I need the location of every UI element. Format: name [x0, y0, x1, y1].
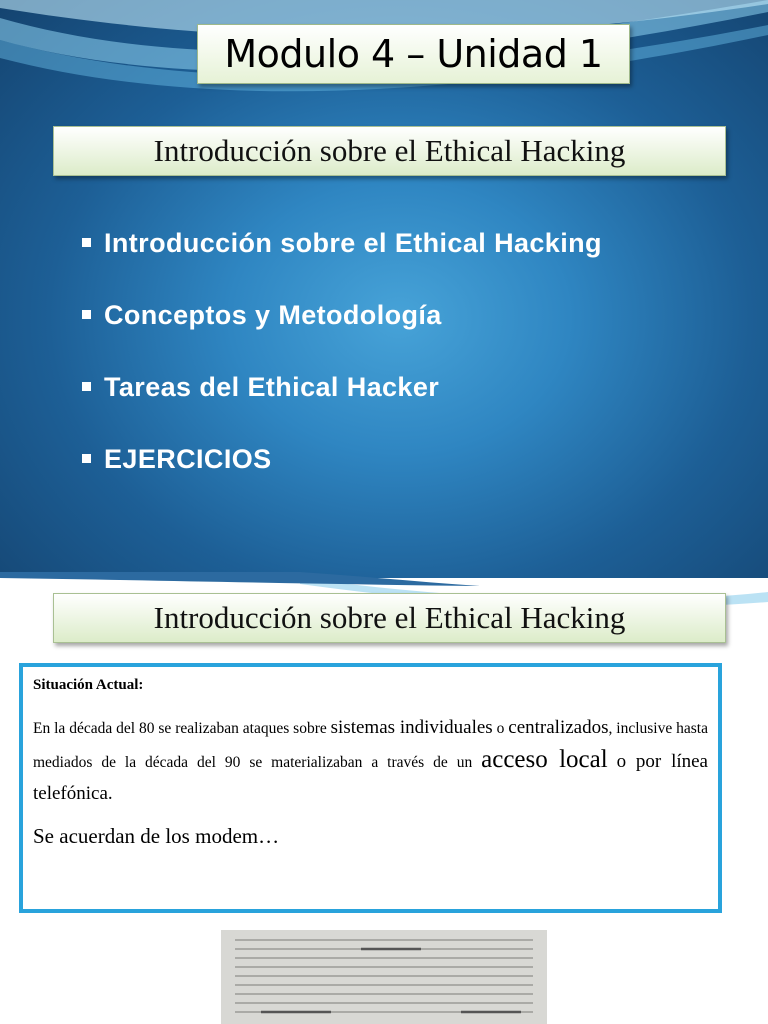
bullet-square-icon: [82, 382, 91, 391]
topic-list: [82, 222, 602, 510]
modem-line: Se acuerdan de los modem…: [33, 824, 280, 848]
slide-2-subtitle-box: [53, 593, 726, 643]
slide-title-box: [197, 24, 630, 84]
paragraph: En la década del 80 se realizaban ataques sobre sistemas individuales o centralizados, inclusive hasta mediados de la década del 90 se materializaban a través de un acceso local o por línea telefónica.: [33, 717, 708, 804]
slide-subtitle-box: [53, 126, 726, 176]
slide-subtitle: Introducción sobre el Ethical Hacking: [153, 133, 626, 168]
bullet-square-icon: [82, 238, 91, 247]
topic-item: Introducción sobre el Ethical Hacking: [82, 222, 602, 294]
slide-title: Modulo 4 – Unidad 1: [224, 32, 603, 76]
section-label: Situación Actual:: [33, 677, 144, 693]
bullet-square-icon: [82, 454, 91, 463]
topic-item: EJERCICIOS: [82, 438, 602, 510]
bullet-square-icon: [82, 310, 91, 319]
content-box: [19, 663, 722, 913]
modem-photo-icon: [221, 930, 547, 1024]
topic-item: Conceptos y Metodología: [82, 294, 602, 366]
slide-2-subtitle: Introducción sobre el Ethical Hacking: [153, 600, 626, 635]
topic-item: Tareas del Ethical Hacker: [82, 366, 602, 438]
